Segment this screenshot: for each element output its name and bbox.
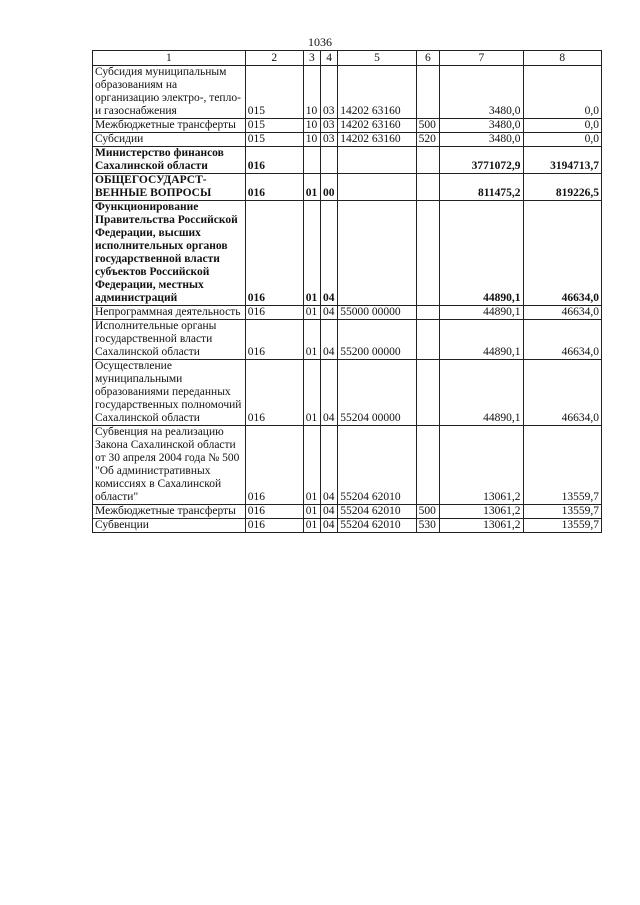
subsection-code-cell: 04: [321, 306, 338, 320]
row-name-cell: Межбюджетные трансферты: [93, 119, 246, 133]
table-row: [93, 66, 602, 119]
budget-table: [92, 50, 602, 533]
section-code-cell: 01: [303, 519, 320, 533]
subsection-code-cell: 03: [321, 66, 338, 119]
target-article-cell: 55204 62010: [338, 519, 416, 533]
amount-year1-cell: 3480,0: [440, 133, 523, 147]
target-article-cell: 55204 62010: [338, 505, 416, 519]
column-header: 8: [523, 51, 601, 66]
expense-type-cell: [416, 306, 439, 320]
row-name-cell: Субсидии: [93, 133, 246, 147]
row-name-cell: Функционирование Правительства Российской Федерации, высших исполнительных органов государственной власти субъектов Российской Федерации, местных администраций: [93, 201, 246, 306]
section-code-cell: 10: [303, 133, 320, 147]
row-name-cell: Субсидия муниципальным образованиям на организацию электро-, тепло- и газоснабжения: [93, 66, 246, 119]
column-header: 4: [321, 51, 338, 66]
table-header: [93, 51, 602, 66]
amount-year1-cell: 3480,0: [440, 119, 523, 133]
ministry-code-cell: 016: [245, 174, 303, 201]
ministry-code-cell: 016: [245, 320, 303, 360]
target-article-cell: 14202 63160: [338, 66, 416, 119]
section-code-cell: 10: [303, 119, 320, 133]
column-header: 5: [338, 51, 416, 66]
table-row: [93, 426, 602, 505]
target-article-cell: 55204 00000: [338, 360, 416, 426]
amount-year2-cell: 3194713,7: [523, 147, 601, 174]
amount-year1-cell: 13061,2: [440, 519, 523, 533]
section-code-cell: 01: [303, 505, 320, 519]
expense-type-cell: 530: [416, 519, 439, 533]
section-code-cell: 01: [303, 320, 320, 360]
table-body: [93, 66, 602, 533]
amount-year2-cell: 0,0: [523, 133, 601, 147]
column-header: 1: [93, 51, 246, 66]
amount-year2-cell: 46634,0: [523, 360, 601, 426]
ministry-code-cell: 016: [245, 505, 303, 519]
section-code-cell: 10: [303, 66, 320, 119]
row-name-cell: Субвенция на реализацию Закона Сахалинской области от 30 апреля 2004 года № 500 "Об административных комиссиях в Сахалинской области": [93, 426, 246, 505]
row-name-cell: Осуществление муниципальными образованиями переданных государственных полномочий Сахалинской области: [93, 360, 246, 426]
ministry-code-cell: 016: [245, 147, 303, 174]
subsection-code-cell: 03: [321, 133, 338, 147]
target-article-cell: [338, 201, 416, 306]
amount-year2-cell: 0,0: [523, 66, 601, 119]
expense-type-cell: [416, 320, 439, 360]
table-row: [93, 133, 602, 147]
table-row: [93, 174, 602, 201]
column-header: 6: [416, 51, 439, 66]
row-name-cell: Министерство финансов Сахалинской области: [93, 147, 246, 174]
expense-type-cell: [416, 201, 439, 306]
table-row: [93, 320, 602, 360]
page-number: 1036: [308, 35, 332, 49]
amount-year2-cell: 46634,0: [523, 201, 601, 306]
target-article-cell: 55200 00000: [338, 320, 416, 360]
row-name-cell: Исполнительные органы государственной власти Сахалинской области: [93, 320, 246, 360]
amount-year2-cell: 13559,7: [523, 426, 601, 505]
expense-type-cell: [416, 66, 439, 119]
table-row: [93, 519, 602, 533]
subsection-code-cell: 04: [321, 320, 338, 360]
table-row: [93, 119, 602, 133]
ministry-code-cell: 016: [245, 360, 303, 426]
amount-year2-cell: 13559,7: [523, 519, 601, 533]
subsection-code-cell: 04: [321, 426, 338, 505]
column-header: 7: [440, 51, 523, 66]
amount-year1-cell: 44890,1: [440, 306, 523, 320]
amount-year2-cell: 46634,0: [523, 306, 601, 320]
table-row: [93, 360, 602, 426]
subsection-code-cell: [321, 147, 338, 174]
expense-type-cell: [416, 174, 439, 201]
table-row: [93, 306, 602, 320]
table-row: [93, 505, 602, 519]
amount-year1-cell: 44890,1: [440, 360, 523, 426]
row-name-cell: Субвенции: [93, 519, 246, 533]
header-row: [93, 51, 602, 66]
expense-type-cell: 500: [416, 119, 439, 133]
table-row: [93, 201, 602, 306]
ministry-code-cell: 016: [245, 201, 303, 306]
expense-type-cell: [416, 360, 439, 426]
table-row: [93, 147, 602, 174]
section-code-cell: 01: [303, 201, 320, 306]
amount-year1-cell: 13061,2: [440, 426, 523, 505]
amount-year1-cell: 3480,0: [440, 66, 523, 119]
section-code-cell: 01: [303, 426, 320, 505]
amount-year2-cell: 13559,7: [523, 505, 601, 519]
amount-year2-cell: 819226,5: [523, 174, 601, 201]
amount-year1-cell: 811475,2: [440, 174, 523, 201]
section-code-cell: 01: [303, 306, 320, 320]
ministry-code-cell: 015: [245, 66, 303, 119]
subsection-code-cell: 03: [321, 119, 338, 133]
target-article-cell: 55000 00000: [338, 306, 416, 320]
amount-year2-cell: 0,0: [523, 119, 601, 133]
subsection-code-cell: 00: [321, 174, 338, 201]
ministry-code-cell: 016: [245, 306, 303, 320]
subsection-code-cell: 04: [321, 201, 338, 306]
target-article-cell: [338, 174, 416, 201]
expense-type-cell: [416, 426, 439, 505]
expense-type-cell: [416, 147, 439, 174]
subsection-code-cell: 04: [321, 360, 338, 426]
ministry-code-cell: 016: [245, 426, 303, 505]
column-header: 2: [245, 51, 303, 66]
amount-year2-cell: 46634,0: [523, 320, 601, 360]
target-article-cell: 14202 63160: [338, 133, 416, 147]
row-name-cell: Межбюджетные трансферты: [93, 505, 246, 519]
row-name-cell: Непрограммная деятельность: [93, 306, 246, 320]
ministry-code-cell: 015: [245, 119, 303, 133]
target-article-cell: 55204 62010: [338, 426, 416, 505]
amount-year1-cell: 13061,2: [440, 505, 523, 519]
section-code-cell: 01: [303, 360, 320, 426]
expense-type-cell: 500: [416, 505, 439, 519]
section-code-cell: 01: [303, 174, 320, 201]
amount-year1-cell: 3771072,9: [440, 147, 523, 174]
column-header: 3: [303, 51, 320, 66]
amount-year1-cell: 44890,1: [440, 201, 523, 306]
ministry-code-cell: 016: [245, 519, 303, 533]
section-code-cell: [303, 147, 320, 174]
amount-year1-cell: 44890,1: [440, 320, 523, 360]
expense-type-cell: 520: [416, 133, 439, 147]
ministry-code-cell: 015: [245, 133, 303, 147]
subsection-code-cell: 04: [321, 519, 338, 533]
target-article-cell: [338, 147, 416, 174]
row-name-cell: ОБЩЕГОСУДАРСТ-ВЕННЫЕ ВОПРОСЫ: [93, 174, 246, 201]
subsection-code-cell: 04: [321, 505, 338, 519]
target-article-cell: 14202 63160: [338, 119, 416, 133]
